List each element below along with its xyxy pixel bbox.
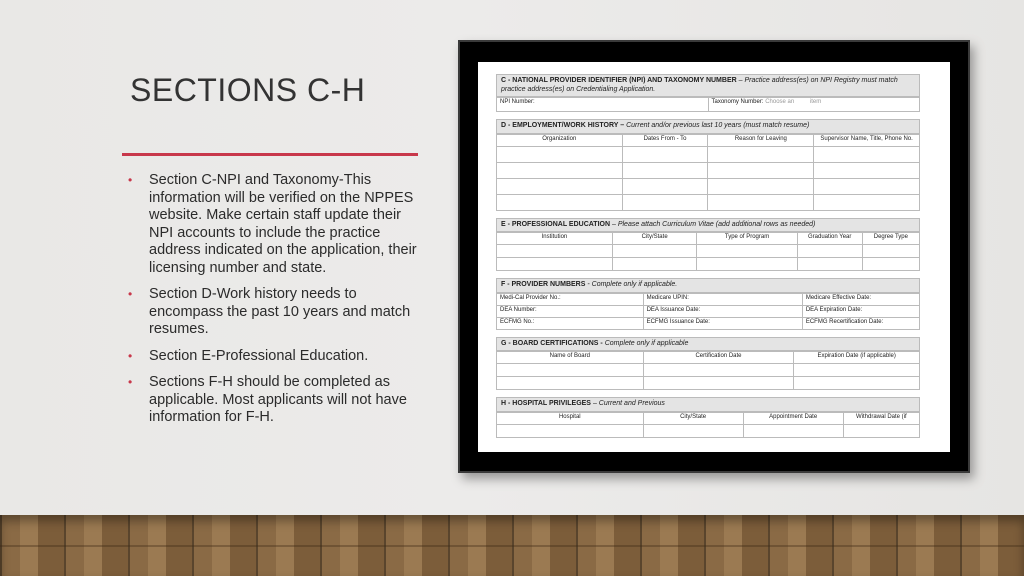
table-cell: DEA Number: (497, 305, 644, 317)
table-cell: DEA Issuance Date: (643, 305, 802, 317)
table-row (497, 305, 920, 317)
section-f-header (496, 278, 920, 293)
section-e-note: – Please attach Curriculum Vitae (add additional rows as needed) (611, 220, 816, 228)
form-image (478, 62, 950, 452)
section-d-note: Current and/or previous last 10 years (must match resume) (626, 122, 810, 129)
section-g-note: Complete only if applicable (604, 339, 689, 347)
column-header: Dates From - To (622, 134, 708, 146)
column-header: Withdrawal Date (if (843, 412, 919, 424)
table-row (497, 424, 920, 437)
section-c-table (496, 97, 920, 112)
table-cell: Medi-Cal Provider No.: (497, 293, 644, 305)
section-e-table (496, 232, 920, 271)
column-header: Appointment Date (743, 412, 843, 424)
section-h-header (496, 397, 920, 412)
section-c-title: C - NATIONAL PROVIDER IDENTIFIER (NPI) AND TAXONOMY NUMBER (501, 77, 737, 84)
table-cell: Medicare UPIN: (643, 293, 802, 305)
column-header: Hospital (497, 412, 644, 424)
column-header: Certification Date (643, 352, 794, 364)
table-row (497, 162, 920, 178)
table-row (497, 146, 920, 162)
section-f-title: F - PROVIDER NUMBERS (501, 281, 586, 288)
column-header: Degree Type (862, 233, 919, 245)
bullet-text: Section D-Work history needs to encompass the past 10 years and match resumes. (149, 286, 411, 337)
column-header: City/State (612, 233, 697, 245)
table-row (497, 377, 920, 390)
bullet-dot-icon: • (128, 348, 133, 363)
table-cell: Medicare Effective Date: (802, 293, 919, 305)
title-divider (122, 153, 418, 156)
bullet-dot-icon: • (128, 375, 133, 389)
section-g-table (496, 351, 920, 390)
section-e-title: E - PROFESSIONAL EDUCATION (501, 220, 611, 228)
table-cell: ECFMG Recertification Date: (802, 317, 919, 329)
bullet-item (128, 348, 418, 366)
column-header: Institution (497, 233, 613, 245)
column-header: Organization (497, 134, 623, 146)
section-f-table (496, 293, 920, 330)
bullet-dot-icon: • (128, 173, 133, 187)
table-cell: DEA Expiration Date: (802, 305, 919, 317)
table-row (497, 258, 920, 271)
section-d-header (496, 119, 920, 134)
section-c-note: – Practice address(es) on NPI Registry must match practice address(es) on Credentialing Application. (501, 77, 898, 93)
table-row (497, 364, 920, 377)
column-header: Name of Board (497, 352, 644, 364)
bullet-list (128, 172, 418, 436)
bullet-item (128, 374, 418, 427)
slide-title: SECTIONS C-H (130, 72, 366, 108)
section-h-note: – Current and Previous (592, 400, 665, 407)
column-header: City/State (643, 412, 743, 424)
section-d-table (496, 134, 920, 211)
bullet-dot-icon: • (128, 287, 133, 301)
section-e-header (496, 218, 920, 233)
bullet-item (128, 172, 418, 277)
table-row (497, 194, 920, 210)
taxonomy-placeholder: Choose an (765, 99, 795, 105)
table-row (497, 178, 920, 194)
bullet-text: Section E-Professional Education. (149, 347, 369, 364)
table-row (497, 317, 920, 329)
bullet-item (128, 286, 418, 339)
taxonomy-item: item (809, 99, 822, 105)
picture-frame (458, 40, 970, 473)
section-f-note: - Complete only if applicable. (587, 281, 678, 288)
npi-number-field: NPI Number: (497, 98, 709, 112)
table-cell: ECFMG No.: (497, 317, 644, 329)
section-g-title: G - BOARD CERTIFICATIONS - (501, 339, 603, 347)
bullet-text: Sections F-H should be completed as applicable. Most applicants will not have information for F-H. (149, 374, 407, 425)
table-cell: ECFMG Issuance Date: (643, 317, 802, 329)
wood-floor (0, 515, 1024, 576)
taxonomy-field (708, 98, 920, 112)
section-c-header (496, 74, 920, 97)
column-header: Reason for Leaving (708, 134, 814, 146)
column-header: Supervisor Name, Title, Phone No. (814, 134, 920, 146)
bullet-text: Section C-NPI and Taxonomy-This information will be verified on the NPPES website. Make certain staff update their NPI accounts to include the practice address indicated on the application, their licensing number and state. (149, 172, 417, 276)
section-h-title: H - HOSPITAL PRIVILEGES (501, 400, 591, 407)
credentialing-form (496, 74, 920, 438)
column-header: Expiration Date (if applicable) (794, 352, 920, 364)
section-d-title: D - EMPLOYMENT/WORK HISTORY – (501, 122, 625, 129)
section-g-header (496, 337, 920, 352)
section-h-table (496, 412, 920, 438)
table-row (497, 245, 920, 258)
column-header: Graduation Year (797, 233, 862, 245)
column-header: Type of Program (697, 233, 797, 245)
table-row (497, 293, 920, 305)
taxonomy-label: Taxonomy Number: (711, 99, 764, 105)
